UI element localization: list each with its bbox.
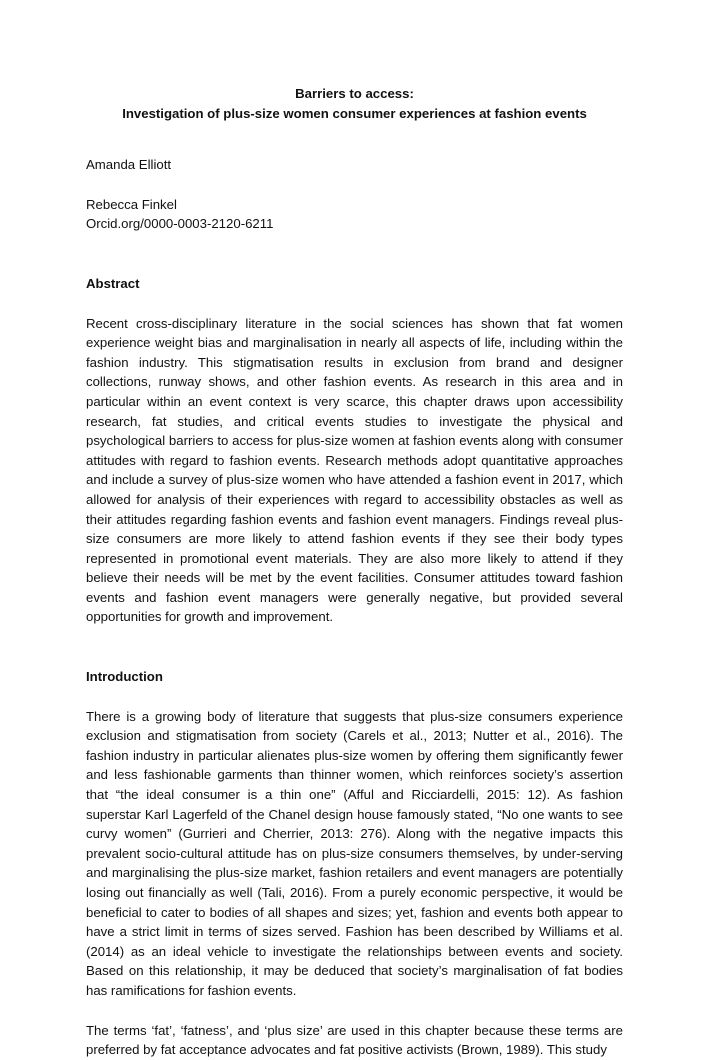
author-name-1: Amanda Elliott	[86, 157, 172, 173]
author-name-2: Rebecca Finkel	[86, 196, 177, 212]
introduction-heading: Introduction	[86, 669, 163, 685]
title-line-2: Investigation of plus-size women consumer experiences at fashion events	[122, 105, 587, 121]
author-block	[86, 155, 623, 234]
document-page	[86, 84, 623, 1060]
introduction-paragraph-1: There is a growing body of literature that suggests that plus-size consumers experience exclusion and stigmatisation from society (Carels et al., 2013; Nutter et al., 2016). The fashion industry in particular alienates plus-size women by offering them significantly fewer and less fashionable garments than thinner women, which reinforces society’s assertion that “the ideal consumer is a thin one” (Afful and Ricciardelli, 2015: 12). As fashion superstar Karl Lagerfeld of the Chanel design house famously stated, “No one wants to see curvy women” (Gurrieri and Cherrier, 2013: 276). Along with the negative impacts this prevalent socio-cultural attitude has on plus-size consumers themselves, by under-serving and marginalising the plus-size market, fashion retailers and event managers are potentially losing out financially as well (Tali, 2016). From a purely economic perspective, it would be beneficial to cater to bodies of all shapes and sizes; yet, fashion and events both appear to have a strict limit in terms of sizes served. Fashion has been described by Williams et al. (2014) as an ideal vehicle to investigate the relationships between events and society. Based on this relationship, it may be deduced that society’s marginalisation of fat bodies has ramifications for fashion events.	[86, 708, 623, 998]
title-line-1: Barriers to access:	[295, 86, 414, 101]
abstract-body: Recent cross-disciplinary literature in the social sciences has shown that fat women experience weight bias and marginalisation in nearly all aspects of life, including within the fashion industry. This stigmatisation results in exclusion from brand and designer collections, runway shows, and other fashion events. As research in this area and in particular within an event context is very scarce, this chapter draws upon accessibility research, fat studies, and critical events studies to investigate the physical and psychological barriers to access for plus-size women at fashion events along with consumer attitudes with regard to fashion events. Research methods adopt quantitative approaches and include a survey of plus-size women who have attended a fashion event in 2017, which allowed for analysis of their experiences with regard to accessibility obstacles as well as their attitudes regarding fashion events and fashion event managers. Findings reveal plus-size consumers are more likely to attend fashion events if they see their body types represented in promotional event materials. They are also more likely to attend if they believe their needs will be met by the event facilities. Consumer attitudes toward fashion events and fashion event managers were generally negative, but provided several opportunities for growth and improvement.	[86, 315, 623, 625]
introduction-paragraph-2: The terms ‘fat’, ‘fatness’, and ‘plus size’ are used in this chapter because these terms are preferred by fat acceptance advocates and fat positive activists (Brown, 1989). This study	[86, 1022, 623, 1058]
abstract-heading: Abstract	[86, 275, 140, 291]
author-orcid: Orcid.org/0000-0003-2120-6211	[86, 216, 274, 232]
